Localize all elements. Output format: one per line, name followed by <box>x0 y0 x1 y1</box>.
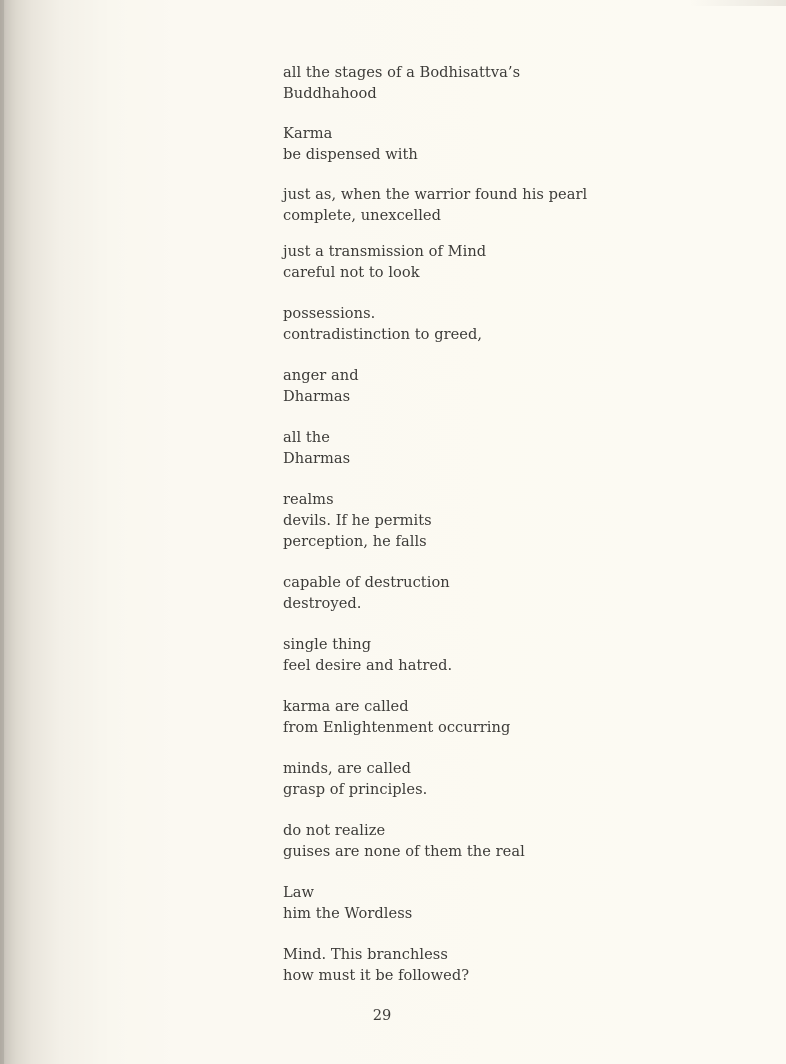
stanza <box>283 365 743 407</box>
stanza <box>283 241 743 283</box>
stanza <box>283 184 743 226</box>
text-line: Buddhahood <box>283 85 377 102</box>
text-line: perception, he falls <box>283 533 427 550</box>
text-line: Dharmas <box>283 388 351 405</box>
stanza <box>283 944 743 986</box>
text-line: anger and <box>283 367 359 384</box>
stanza <box>283 696 743 738</box>
text-line: careful not to look <box>283 264 420 281</box>
text-line: possessions. <box>283 305 376 322</box>
stanza <box>283 62 743 104</box>
text-line: karma are called <box>283 698 409 715</box>
stanza <box>283 634 743 676</box>
stanza <box>283 303 743 345</box>
stanza <box>283 820 743 862</box>
text-line: Mind. This branchless <box>283 946 448 963</box>
page-number: 29 <box>372 1007 392 1024</box>
text-line: complete, unexcelled <box>283 207 442 224</box>
text-line: how must it be followed? <box>283 967 470 984</box>
page-edge-shade <box>690 0 786 6</box>
text-line: Law <box>283 884 315 901</box>
text-line: Dharmas <box>283 450 351 467</box>
text-line: destroyed. <box>283 595 362 612</box>
stanza <box>283 882 743 924</box>
text-line: just a transmission of Mind <box>283 243 487 260</box>
text-line: single thing <box>283 636 372 653</box>
spine-shadow <box>0 0 4 1064</box>
text-line: do not realize <box>283 822 386 839</box>
text-line: capable of destruction <box>283 574 450 591</box>
text-line: just as, when the warrior found his pearl <box>283 186 588 203</box>
text-line: be dispensed with <box>283 146 418 163</box>
text-line: grasp of principles. <box>283 781 428 798</box>
stanza <box>283 758 743 800</box>
text-line: from Enlightenment occurring <box>283 719 511 736</box>
stanza <box>283 489 743 552</box>
text-line: guises are none of them the real <box>283 843 525 860</box>
stanza <box>283 572 743 614</box>
stanza <box>283 427 743 469</box>
text-line: Karma <box>283 125 333 142</box>
text-line: feel desire and hatred. <box>283 657 453 674</box>
text-line: contradistinction to greed, <box>283 326 483 343</box>
text-line: him the Wordless <box>283 905 413 922</box>
stanza <box>283 123 743 165</box>
text-line: minds, are called <box>283 760 412 777</box>
text-line: all the <box>283 429 330 446</box>
text-line: realms <box>283 491 334 508</box>
text-block <box>283 62 743 986</box>
text-line: all the stages of a Bodhisattva’s <box>283 64 521 81</box>
text-line: devils. If he permits <box>283 512 432 529</box>
